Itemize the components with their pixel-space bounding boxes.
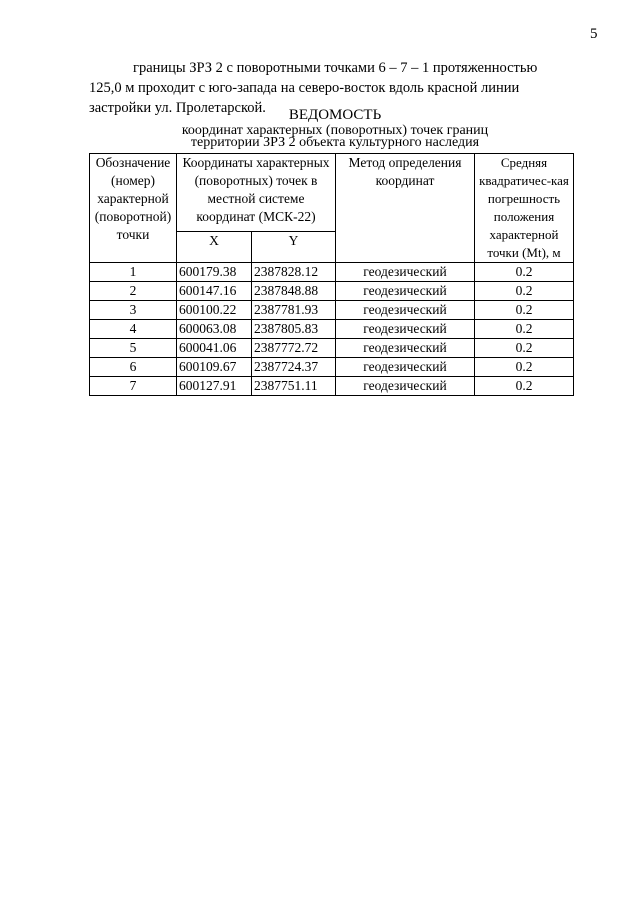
header-coordinates: Координаты характерных (поворотных) точек в местной системе координат (МСК-22) <box>177 154 336 232</box>
cell-point-number: 7 <box>90 377 177 396</box>
cell-point-number: 2 <box>90 282 177 301</box>
cell-point-number: 4 <box>90 320 177 339</box>
table-row <box>90 320 574 339</box>
cell-error: 0.2 <box>475 377 574 396</box>
cell-method: геодезический <box>336 263 475 282</box>
header-point-number: Обозначение (номер) характерной (поворотной) точки <box>90 154 177 263</box>
table-row <box>90 301 574 320</box>
table-row <box>90 339 574 358</box>
coordinates-table <box>89 153 574 396</box>
table-row <box>90 358 574 377</box>
paragraph-line-1: границы ЗРЗ 2 с поворотными точками 6 – 7 – 1 протяженностью <box>133 60 538 76</box>
header-method: Метод определения координат <box>336 154 475 263</box>
cell-x: 600147.16 <box>177 282 252 301</box>
cell-method: геодезический <box>336 282 475 301</box>
cell-y: 2387781.93 <box>252 301 336 320</box>
cell-x: 600063.08 <box>177 320 252 339</box>
cell-point-number: 3 <box>90 301 177 320</box>
document-subtitle-2: территории ЗРЗ 2 объекта культурного наследия <box>190 135 480 150</box>
cell-x: 600109.67 <box>177 358 252 377</box>
paragraph-line-2: 125,0 м проходит с юго-запада на северо-восток вдоль красной линии <box>89 80 520 96</box>
cell-error: 0.2 <box>475 320 574 339</box>
cell-x: 600127.91 <box>177 377 252 396</box>
cell-method: геодезический <box>336 339 475 358</box>
cell-method: геодезический <box>336 358 475 377</box>
document-subtitle-1: координат характерных (поворотных) точек границ <box>181 123 489 138</box>
cell-y: 2387805.83 <box>252 320 336 339</box>
table-row <box>90 282 574 301</box>
cell-x: 600041.06 <box>177 339 252 358</box>
header-error: Средняя квадратичес-кая погрешность положения характерной точки (Mt), м <box>475 154 574 263</box>
document-title: ВЕДОМОСТЬ <box>288 107 382 123</box>
cell-error: 0.2 <box>475 339 574 358</box>
header-y: Y <box>252 232 336 263</box>
table-row <box>90 377 574 396</box>
cell-method: геодезический <box>336 301 475 320</box>
cell-method: геодезический <box>336 320 475 339</box>
page-number: 5 <box>590 26 598 42</box>
cell-error: 0.2 <box>475 358 574 377</box>
cell-x: 600100.22 <box>177 301 252 320</box>
cell-error: 0.2 <box>475 301 574 320</box>
cell-x: 600179.38 <box>177 263 252 282</box>
cell-y: 2387848.88 <box>252 282 336 301</box>
cell-method: геодезический <box>336 377 475 396</box>
cell-y: 2387751.11 <box>252 377 336 396</box>
cell-y: 2387772.72 <box>252 339 336 358</box>
cell-error: 0.2 <box>475 282 574 301</box>
cell-point-number: 6 <box>90 358 177 377</box>
cell-error: 0.2 <box>475 263 574 282</box>
cell-y: 2387724.37 <box>252 358 336 377</box>
cell-point-number: 5 <box>90 339 177 358</box>
cell-point-number: 1 <box>90 263 177 282</box>
table-row <box>90 263 574 282</box>
paragraph-line-3: застройки ул. Пролетарской. <box>89 100 266 116</box>
header-x: X <box>177 232 252 263</box>
cell-y: 2387828.12 <box>252 263 336 282</box>
